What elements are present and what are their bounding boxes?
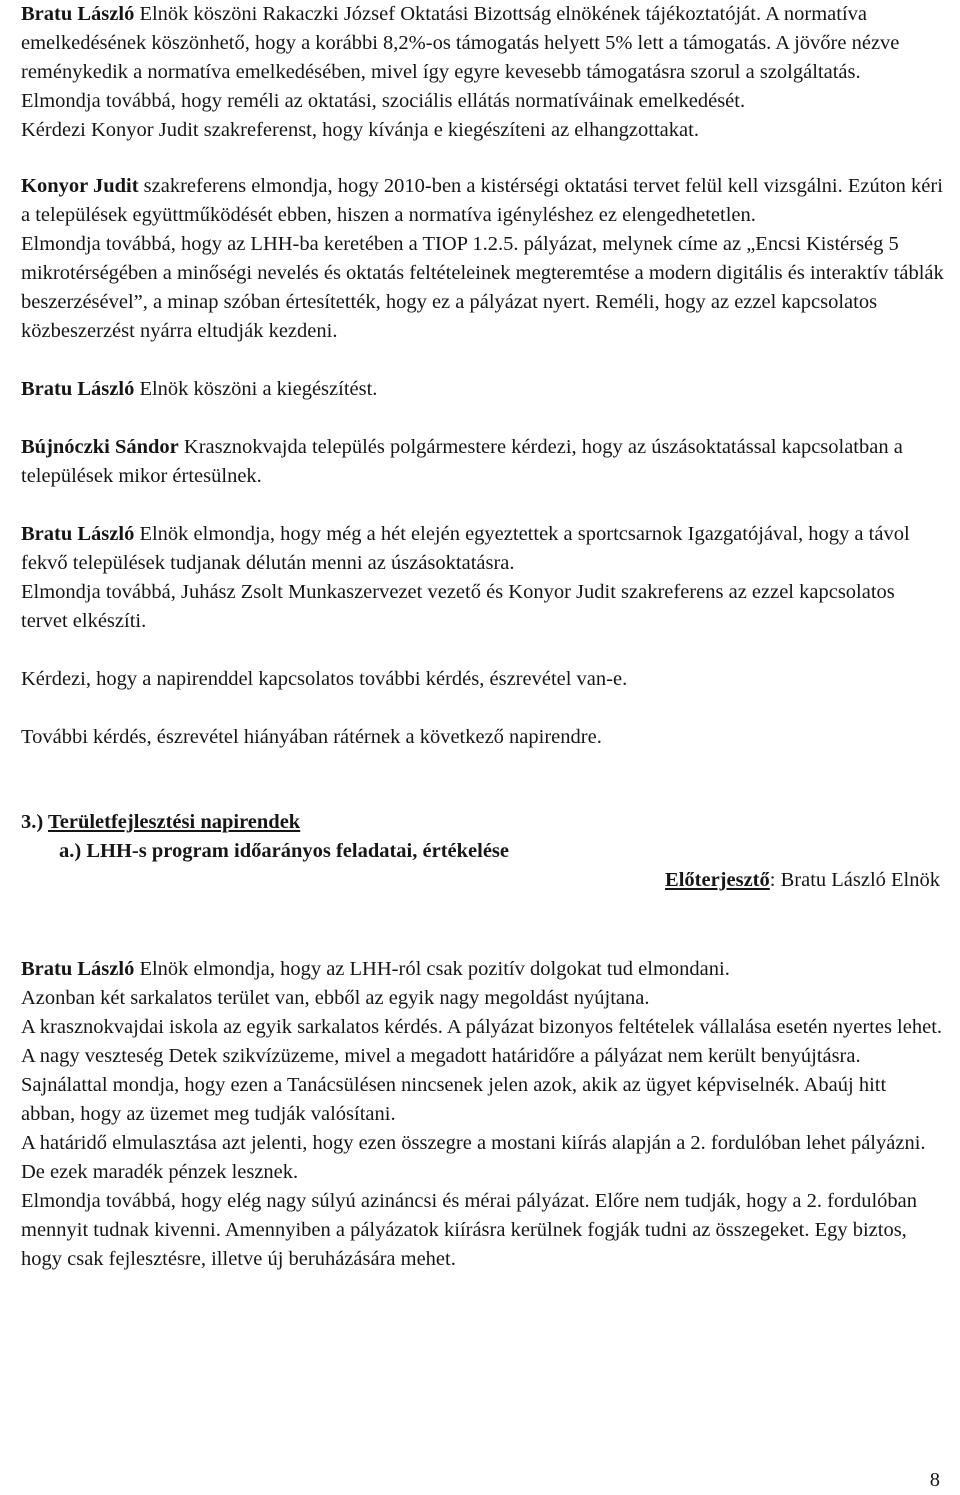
paragraph-line: Kérdezi Konyor Judit szakreferenst, hogy kívánja e kiegészíteni az elhangzottakat. <box>21 119 699 141</box>
paragraph-line: Sajnálattal mondja, hogy ezen a Tanácsülésen nincsenek jelen azok, akik az ügyet képviselnék. Abaúj hitt abban, hogy az üzemet meg tudják valósítani. <box>21 1074 887 1125</box>
speaker-name: Bratu László <box>21 958 135 980</box>
paragraph-1 <box>21 0 945 87</box>
paragraph-7: További kérdés, észrevétel hiányában rátérnek a következő napirendre. <box>21 726 602 748</box>
speaker-name: Bratu László <box>21 378 135 400</box>
paragraph-line: A határidő elmulasztása azt jelenti, hogy ezen összegre a mostani kiírás alapján a 2. fordulóban lehet pályázni. De ezek maradék pénzek lesznek. <box>21 1132 926 1183</box>
paragraph-5 <box>21 520 945 578</box>
paragraph-line: Elmondja továbbá, Juhász Zsolt Munkaszervezet vezető és Konyor Judit szakreferens az ezzel kapcsolatos tervet elkészíti. <box>21 581 895 632</box>
subsection-heading <box>21 837 945 866</box>
speaker-name: Bratu László <box>21 3 135 25</box>
paragraph-line: Elmondja továbbá, hogy az LHH-ba keretében a TIOP 1.2.5. pályázat, melynek címe az „Encsi Kistérség 5 mikrotérségében a minőségi nevelés és oktatás feltételeinek megteremtése a modern digitális és interaktív táblák beszerzésével”, a minap szóban értesítették, hogy ez a pályázat nyert. Reméli, hogy az ezzel kapcsolatos közbeszerzést nyárra eltudják kezdeni. <box>21 233 944 342</box>
document-page <box>21 0 945 1274</box>
paragraph-text: Krasznokvajda település polgármestere kérdezi, hogy az úszásoktatással kapcsolatban a települések mikor értesülnek. <box>21 436 903 487</box>
paragraph-line: Elmondja továbbá, hogy reméli az oktatási, szociális ellátás normatíváinak emelkedését. <box>21 90 746 112</box>
paragraph-4 <box>21 433 945 491</box>
paragraph-line: A krasznokvajdai iskola az egyik sarkalatos kérdés. A pályázat bizonyos feltételek vállalása esetén nyertes lehet. <box>21 1016 943 1038</box>
presenter-line <box>21 866 940 895</box>
paragraph-line: Elmondja továbbá, hogy elég nagy súlyú azináncsi és mérai pályázat. Előre nem tudják, hogy a 2. fordulóban mennyit tudnak kivenni. Amennyiben a pályázatok kiírásra kerülnek fogják tudni az összegeket. Egy biztos, hogy csak fejlesztésre, illetve új beruházására mehet. <box>21 1190 918 1270</box>
presenter-name: Bratu László Elnök <box>775 869 940 891</box>
speaker-name: Konyor Judit <box>21 175 139 197</box>
presenter-separator: : <box>769 869 776 891</box>
paragraph-text: Elnök köszöni a kiegészítést. <box>134 378 378 400</box>
page-number: 8 <box>929 1469 940 1491</box>
paragraph-3 <box>21 375 945 404</box>
paragraph-2 <box>21 172 945 230</box>
speaker-name: Bújnóczki Sándor <box>21 436 179 458</box>
paragraph-text: Elnök köszöni Rakaczki József Oktatási Bizottság elnökének tájékoztatóját. A normatíva emelkedésének köszönhető, hogy a korábbi 8,2%-os támogatás helyett 5% lett a támogatás. A jövőre nézve reménykedik a normatíva emelkedésében, mivel így egyre kevesebb támogatásra szorul a szolgáltatás. <box>21 3 900 83</box>
section-number: 3.) <box>21 811 44 833</box>
paragraph-6: Kérdezi, hogy a napirenddel kapcsolatos további kérdés, észrevétel van-e. <box>21 668 628 690</box>
section-title: Területfejlesztési napirendek <box>47 811 301 833</box>
paragraph-line: Azonban két sarkalatos terület van, ebből az egyik nagy megoldást nyújtana. <box>21 987 650 1009</box>
speaker-name: Bratu László <box>21 523 135 545</box>
paragraph-text: Elnök elmondja, hogy még a hét elején egyeztettek a sportcsarnok Igazgatójával, hogy a távol fekvő települések tudjanak délután menni az úszásoktatásra. <box>21 523 910 574</box>
paragraph-8 <box>21 955 945 984</box>
paragraph-line: A nagy veszteség Detek szikvízüzeme, mivel a megadott határidőre a pályázat nem került benyújtásra. <box>21 1045 861 1067</box>
subsection-title: LHH-s program időarányos feladatai, értékelése <box>86 840 509 862</box>
paragraph-text: szakreferens elmondja, hogy 2010-ben a kistérségi oktatási tervet felül kell vizsgálni. Ezúton kéri a települések együttműködését ebben, hiszen a normatíva igényléshez ez elengedhetetlen. <box>21 175 943 226</box>
presenter-label: Előterjesztő <box>665 869 770 891</box>
section-heading <box>21 808 945 837</box>
subsection-number: a.) <box>59 840 82 862</box>
paragraph-text: Elnök elmondja, hogy az LHH-ról csak pozitív dolgokat tud elmondani. <box>134 958 730 980</box>
